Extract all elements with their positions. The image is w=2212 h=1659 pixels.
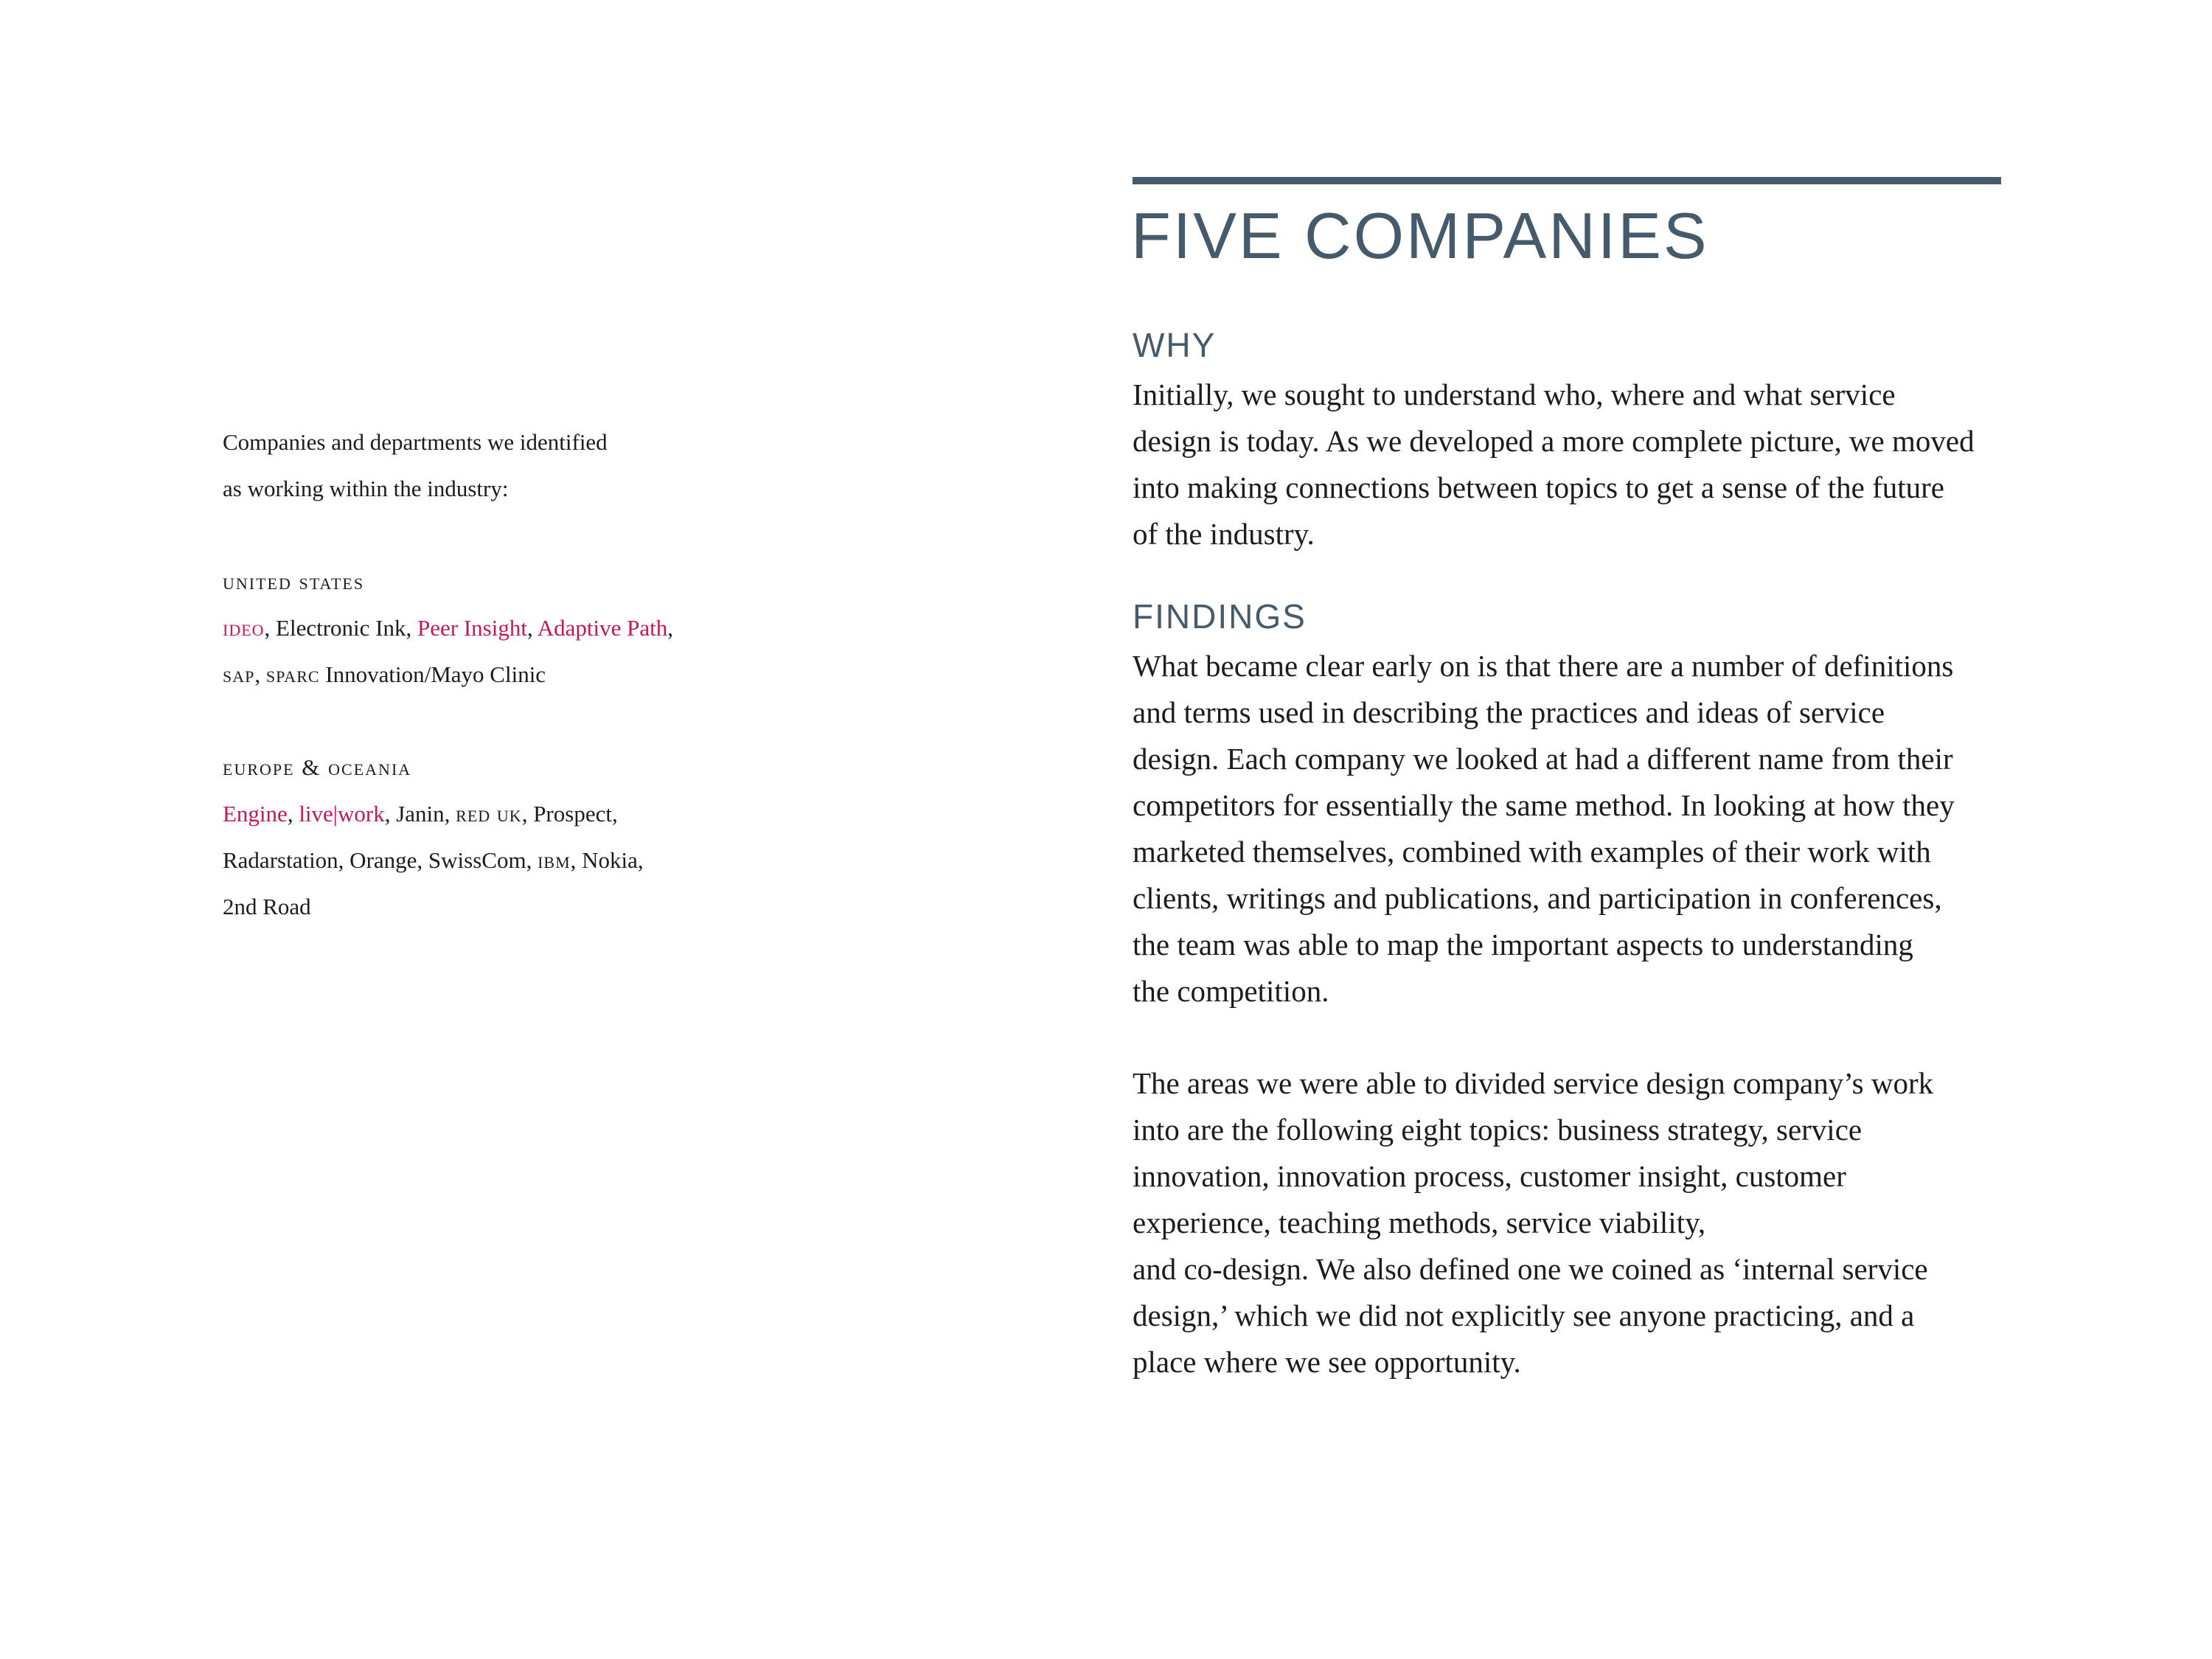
findings-paragraph [1133, 643, 2010, 1015]
company-name-text: 2nd Road [223, 894, 311, 919]
findings-line: clients, writings and publications, and participation in conferences, [1133, 881, 1942, 915]
sidebar-intro-line-2: as working within the industry: [223, 476, 509, 501]
company-name-text: , Nokia, [570, 847, 644, 873]
findings-line: design. Each company we looked at had a different name from their [1133, 742, 1953, 776]
company-name-text: sparc [265, 661, 320, 687]
why-line: into making connections between topics to get a sense of the future [1133, 470, 1944, 504]
areas-line: experience, teaching methods, service viability, [1133, 1206, 1706, 1239]
findings-line: What became clear early on is that there are a number of definitions [1133, 649, 1954, 683]
company-name-text: sap [223, 661, 255, 687]
sidebar-spacer [223, 512, 783, 558]
findings-line: the competition. [1133, 974, 1329, 1008]
sidebar-spacer [223, 698, 783, 744]
topic-areas-paragraph [1133, 1060, 2010, 1385]
company-name-text: , [287, 801, 299, 827]
company-name-text: , [254, 661, 266, 687]
areas-line: innovation, innovation process, customer insight, customer [1133, 1159, 1846, 1193]
company-list-line [223, 790, 783, 837]
company-name-text: , Prospect, [521, 801, 618, 827]
company-name-text: Innovation/Mayo Clinic [319, 661, 546, 687]
why-line: design is today. As we developed a more complete picture, we moved [1133, 424, 1975, 458]
company-list-sidebar [223, 419, 783, 930]
company-list-line [223, 837, 783, 883]
company-name-text: , Janin, [384, 801, 456, 827]
areas-line: The areas we were able to divided service design company’s work [1133, 1066, 1934, 1100]
company-name-text: red uk [456, 801, 522, 827]
region-companies-united-states [223, 605, 783, 698]
company-name-text: ibm [538, 847, 571, 873]
why-paragraph [1133, 372, 2010, 557]
findings-line: marketed themselves, combined with examples of their work with [1133, 835, 1931, 869]
areas-line: design,’ which we did not explicitly see anyone practicing, and a [1133, 1298, 1915, 1332]
areas-line: into are the following eight topics: business strategy, service [1133, 1113, 1863, 1147]
areas-line: and co-design. We also defined one we coined as ‘internal service [1133, 1252, 1928, 1286]
highlighted-company-name: live|work [299, 801, 385, 827]
highlighted-company-name: Adaptive Path [537, 615, 668, 641]
region-companies-europe-oceania [223, 790, 783, 930]
company-list-line [223, 605, 783, 651]
findings-line: and terms used in describing the practices and ideas of service [1133, 695, 1885, 729]
company-name-text: , [667, 615, 673, 641]
findings-line: the team was able to map the important aspects to understanding [1133, 928, 1913, 961]
section-heading-why: WHY [1133, 326, 1217, 364]
region-heading-united-states: united states [223, 568, 365, 594]
company-name-text: , Electronic Ink, [264, 615, 417, 641]
company-list-line [223, 883, 783, 930]
title-rule [1133, 177, 2001, 184]
region-heading-europe-oceania: europe & oceania [223, 754, 412, 780]
highlighted-company-name: Peer Insight [417, 615, 527, 641]
why-line: of the industry. [1133, 517, 1315, 551]
highlighted-company-name: Engine [223, 801, 288, 827]
company-list-line [223, 651, 783, 698]
section-heading-findings: FINDINGS [1133, 597, 1307, 636]
highlighted-company-name: ideo [223, 615, 265, 641]
why-line: Initially, we sought to understand who, where and what service [1133, 378, 1896, 411]
company-name-text: Radarstation, Orange, SwissCom, [223, 847, 538, 873]
findings-line: competitors for essentially the same method. In looking at how they [1133, 788, 1955, 822]
areas-line: place where we see opportunity. [1133, 1345, 1521, 1379]
sidebar-intro-line-1: Companies and departments we identified [223, 429, 608, 455]
page-title: FIVE COMPANIES [1131, 199, 1709, 272]
company-name-text: , [526, 615, 538, 641]
